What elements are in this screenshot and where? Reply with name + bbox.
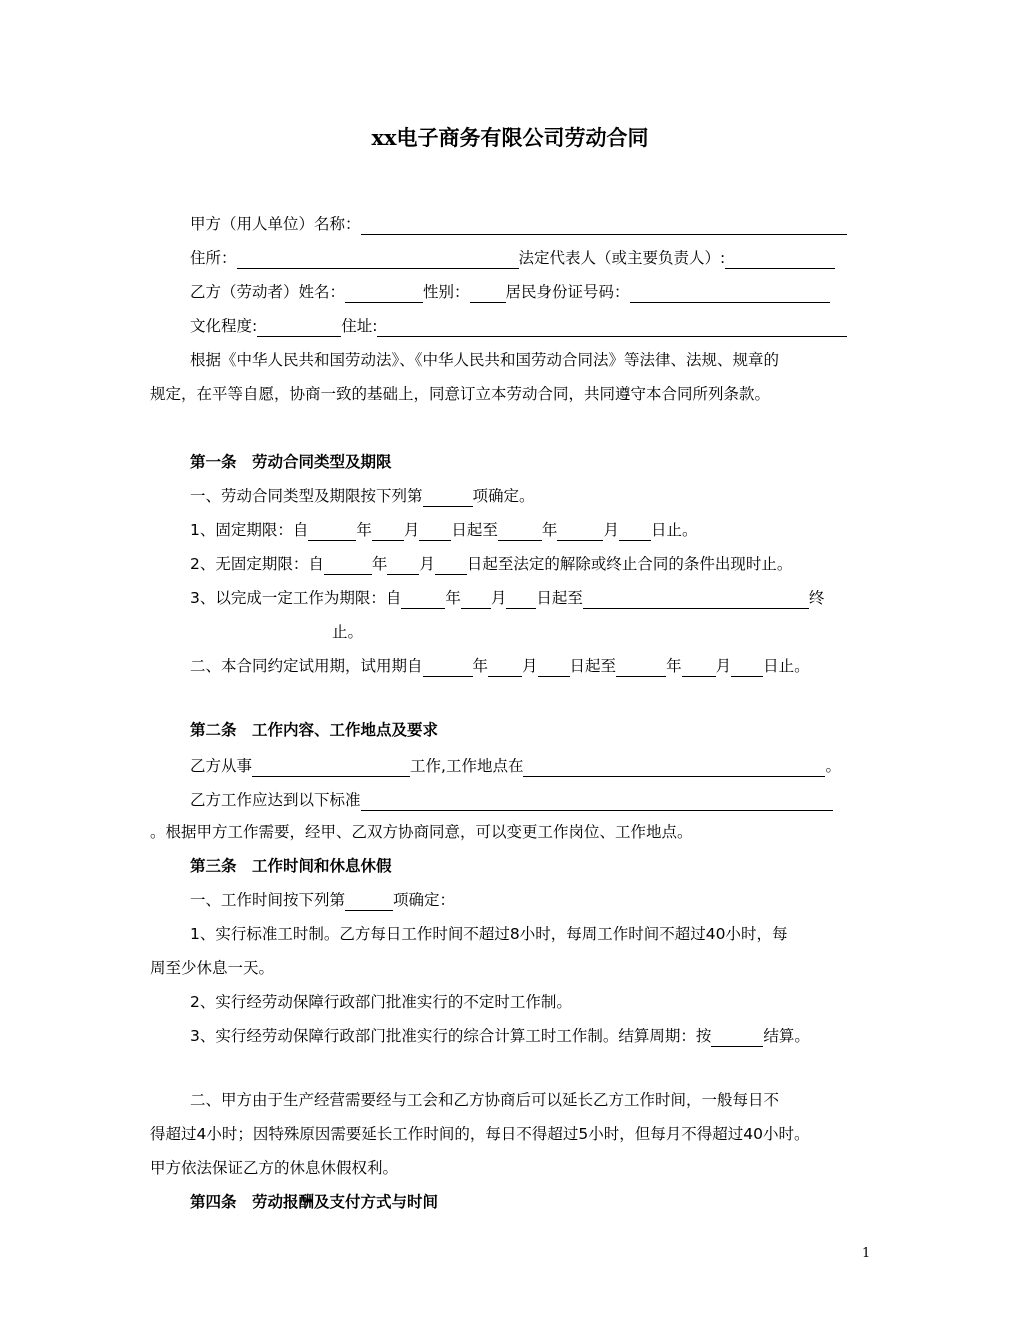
probation-row [190, 649, 810, 683]
intro-line-2: 规定，在平等自愿，协商一致的基础上，同意订立本劳动合同，共同遵守本合同所列条款。 [150, 385, 771, 403]
party-a-address-row [190, 241, 835, 275]
period: 。 [825, 757, 841, 775]
probation-start-day-blank[interactable] [538, 652, 570, 677]
article-4-heading: 第四条 劳动报酬及支付方式与时间 [190, 1193, 439, 1211]
page-number: 1 [862, 1246, 871, 1261]
article-2-p2 [190, 783, 833, 817]
article-3-item1-a: 1、实行标准工时制。乙方每日工作时间不超过8小时，每周工作时间不超过40小时，每 [190, 925, 788, 943]
fixed-end-day-blank[interactable] [619, 516, 651, 541]
year-word: 年 [371, 555, 388, 573]
fixed-term-row [190, 513, 697, 547]
article-3-p2-a: 二、甲方由于生产经营需要经与工会和乙方协商后可以延长乙方工作时间，一般每日不 [190, 1091, 780, 1109]
party-b-education-blank[interactable] [257, 312, 341, 337]
party-a-name-label: 甲方（用人单位）名称： [190, 215, 361, 233]
year-word: 年 [445, 589, 461, 607]
party-b-id-label: 居民身份证号码： [505, 283, 630, 301]
fixed-end-year-blank[interactable] [498, 516, 542, 541]
article-2-heading: 第二条 工作内容、工作地点及要求 [190, 721, 439, 739]
month-word: 月 [419, 555, 435, 573]
article-3-item2: 2、实行经劳动保障行政部门批准实行的不定时工作制。 [190, 993, 572, 1011]
fixed-end-month-blank[interactable] [557, 516, 603, 541]
probation-start-month-blank[interactable] [488, 652, 522, 677]
day-from-word: 日起至 [536, 589, 583, 607]
article-1-heading: 第一条 劳动合同类型及期限 [190, 453, 392, 471]
party-b-education-row [190, 309, 847, 343]
task-start-month-blank[interactable] [461, 584, 491, 609]
party-b-education-label: 文化程度: [190, 317, 258, 335]
article-3-item1-b: 周至少休息一天。 [150, 959, 275, 977]
article-1-p1 [190, 479, 535, 513]
contract-type-blank[interactable] [423, 482, 473, 507]
party-b-gender-blank[interactable] [470, 278, 506, 303]
party-a-name-row [190, 207, 847, 241]
article-2-p3: 。根据甲方工作需要，经甲、乙双方协商同意，可以变更工作岗位、工作地点。 [150, 823, 693, 841]
job-label: 乙方从事 [190, 757, 253, 775]
probation-label: 二、本合同约定试用期，试用期自 [190, 657, 423, 675]
month-word: 月 [522, 657, 538, 675]
work-time-label: 一、工作时间按下列第 [190, 891, 346, 909]
article-2-p1 [190, 749, 841, 783]
article-3-p1 [190, 883, 455, 917]
party-b-name-row [190, 275, 830, 309]
day-from-word: 日起至 [451, 521, 498, 539]
article-3-p2-c: 甲方依法保证乙方的休息休假权利。 [150, 1159, 399, 1177]
settlement-label: 3、实行经劳动保障行政部门批准实行的综合计算工时工作制。结算周期：按 [190, 1027, 712, 1045]
task-end-word: 终 [808, 589, 825, 607]
party-b-name-label: 乙方（劳动者）姓名： [190, 283, 346, 301]
party-a-rep-label: 法定代表人（或主要负责人）: [518, 249, 726, 267]
task-term-label: 3、以完成一定工作为期限：自 [190, 589, 402, 607]
party-a-address-label: 住所： [190, 249, 237, 267]
day-from-word: 日起至 [569, 657, 617, 675]
day-end-word: 日止。 [763, 657, 810, 675]
workplace-label: 工作,工作地点在 [410, 757, 524, 775]
open-term-row [190, 547, 792, 581]
month-word: 月 [490, 589, 507, 607]
task-end-blank[interactable] [583, 584, 809, 609]
party-b-name-blank[interactable] [345, 278, 423, 303]
party-a-address-blank[interactable] [237, 244, 519, 269]
article-3-item3 [190, 1019, 810, 1053]
task-start-day-blank[interactable] [506, 584, 536, 609]
work-time-blank[interactable] [345, 886, 393, 911]
party-b-address-label: 住址: [341, 317, 378, 335]
task-start-year-blank[interactable] [401, 584, 445, 609]
year-word: 年 [541, 521, 558, 539]
article-3-p2-b: 得超过4小时；因特殊原因需要延长工作时间的，每日不得超过5小时，但每月不得超过40小时。 [150, 1125, 810, 1143]
job-blank[interactable] [252, 752, 410, 777]
year-word: 年 [666, 657, 682, 675]
fixed-start-day-blank[interactable] [419, 516, 451, 541]
open-start-month-blank[interactable] [387, 550, 419, 575]
party-b-address-blank[interactable] [377, 312, 847, 337]
month-word: 月 [603, 521, 619, 539]
workplace-blank[interactable] [523, 752, 825, 777]
party-b-gender-label: 性别： [423, 283, 470, 301]
article-3-heading: 第三条 工作时间和休息休假 [190, 857, 392, 875]
month-word: 月 [403, 521, 420, 539]
month-word: 月 [715, 657, 732, 675]
standard-blank[interactable] [361, 786, 833, 811]
open-start-year-blank[interactable] [324, 550, 372, 575]
standard-label: 乙方工作应达到以下标准 [190, 791, 361, 809]
task-term-row [190, 581, 824, 615]
document-title: xx电子商务有限公司劳动合同 [371, 125, 649, 150]
year-word: 年 [356, 521, 372, 539]
work-time-suffix: 项确定： [393, 891, 456, 909]
party-a-rep-blank[interactable] [725, 244, 835, 269]
day-end-word: 日止。 [650, 521, 698, 539]
fixed-start-year-blank[interactable] [308, 516, 356, 541]
open-term-end-text: 日起至法定的解除或终止合同的条件出现时止。 [466, 555, 793, 573]
settlement-blank[interactable] [711, 1022, 763, 1047]
probation-start-year-blank[interactable] [423, 652, 473, 677]
probation-end-day-blank[interactable] [731, 652, 763, 677]
probation-end-year-blank[interactable] [616, 652, 666, 677]
article-1-p1-text: 一、劳动合同类型及期限按下列第 [190, 487, 423, 505]
article-1-p1-suffix: 项确定。 [472, 487, 535, 505]
year-word: 年 [472, 657, 489, 675]
fixed-term-label: 1、固定期限：自 [190, 521, 309, 539]
probation-end-month-blank[interactable] [682, 652, 716, 677]
settlement-suffix: 结算。 [763, 1027, 810, 1045]
open-term-label: 2、无固定期限：自 [190, 555, 324, 573]
task-term-end: 止。 [332, 623, 364, 641]
intro-line-1: 根据《中华人民共和国劳动法》、《中华人民共和国劳动合同法》等法律、法规、规章的 [190, 351, 780, 369]
open-start-day-blank[interactable] [435, 550, 467, 575]
party-b-id-blank[interactable] [630, 278, 830, 303]
party-a-name-blank[interactable] [361, 210, 847, 235]
fixed-start-month-blank[interactable] [372, 516, 404, 541]
